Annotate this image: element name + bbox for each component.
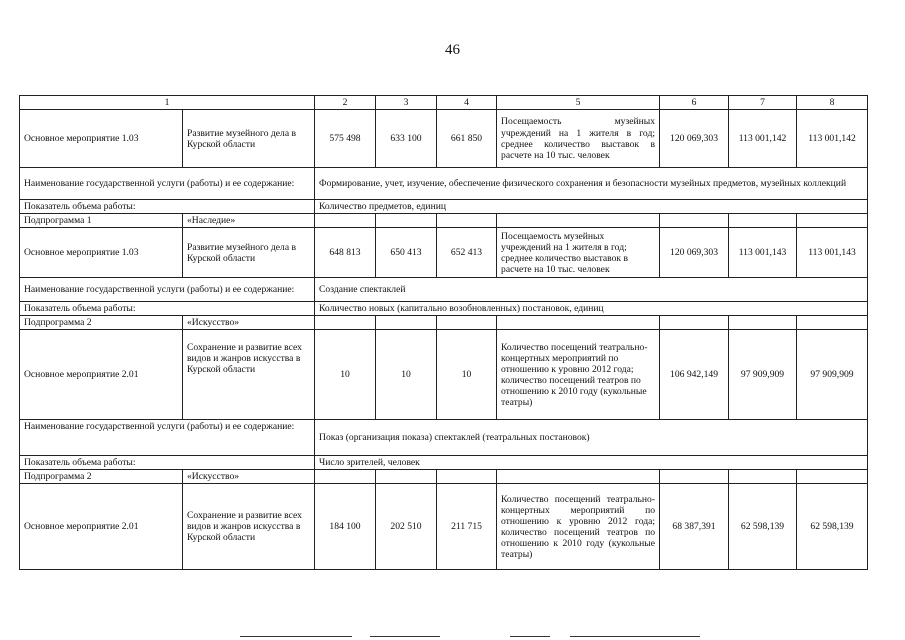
- value-cell: 650 413: [376, 228, 437, 278]
- amount-cell: 113 001,142: [729, 110, 797, 168]
- event-name: Основное мероприятие 1.03: [20, 110, 183, 168]
- header-cell: 4: [437, 96, 497, 110]
- table-row: [20, 278, 868, 302]
- volume-value: Количество предметов, единиц: [315, 200, 868, 214]
- header-cell: 1: [20, 96, 315, 110]
- service-value: Показ (организация показа) спектаклей (театральных постановок): [315, 420, 868, 456]
- volume-value: Число зрителей, человек: [315, 456, 868, 470]
- value-cell: 661 850: [437, 110, 497, 168]
- table-row: [20, 110, 868, 168]
- header-cell: 5: [497, 96, 660, 110]
- value-cell: 10: [437, 330, 497, 420]
- value-cell: 202 510: [376, 484, 437, 570]
- volume-label: Показатель объема работы:: [20, 302, 315, 316]
- service-value: Создание спектаклей: [315, 278, 868, 302]
- table-row: [20, 200, 868, 214]
- table-row: [20, 228, 868, 278]
- indicator-cell: Количество посещений театрально-концертных мероприятий по отношению к уровню 2012 года; количество посещений театров по отношению к 2010 году (кукольные театры): [497, 330, 660, 420]
- amount-cell: 97 909,909: [797, 330, 868, 420]
- event-description: Развитие музейного дела в Курской области: [183, 110, 315, 168]
- table-row: [20, 330, 868, 420]
- amount-cell: 120 069,303: [660, 228, 729, 278]
- value-cell: 10: [376, 330, 437, 420]
- scan-edge-lines: [0, 633, 905, 640]
- table-row: [20, 214, 868, 228]
- budget-table: [19, 95, 868, 570]
- amount-cell: 120 069,303: [660, 110, 729, 168]
- subprogram-label: Подпрограмма 2: [20, 470, 183, 484]
- amount-cell: 97 909,909: [729, 330, 797, 420]
- event-name: Основное мероприятие 2.01: [20, 330, 183, 420]
- subprogram-label: Подпрограмма 2: [20, 316, 183, 330]
- table-row: [20, 316, 868, 330]
- service-value: Формирование, учет, изучение, обеспечение физического сохранения и безопасности музейных предметов, музейных коллекций: [315, 168, 868, 200]
- subprogram-name: «Искусство»: [183, 470, 315, 484]
- value-cell: 184 100: [315, 484, 376, 570]
- header-cell: 7: [729, 96, 797, 110]
- header-cell: 8: [797, 96, 868, 110]
- event-description: Развитие музейного дела в Курской области: [183, 228, 315, 278]
- subprogram-name: «Искусство»: [183, 316, 315, 330]
- value-cell: 211 715: [437, 484, 497, 570]
- amount-cell: 62 598,139: [797, 484, 868, 570]
- value-cell: 648 813: [315, 228, 376, 278]
- value-cell: 633 100: [376, 110, 437, 168]
- value-cell: 652 413: [437, 228, 497, 278]
- amount-cell: 113 001,143: [797, 228, 868, 278]
- event-description: Сохранение и развитие всех видов и жанров искусства в Курской области: [183, 484, 315, 570]
- table-row: [20, 470, 868, 484]
- header-cell: 3: [376, 96, 437, 110]
- subprogram-label: Подпрограмма 1: [20, 214, 183, 228]
- table-row: [20, 484, 868, 570]
- header-cell: 2: [315, 96, 376, 110]
- table-row: [20, 420, 868, 456]
- amount-cell: 113 001,142: [797, 110, 868, 168]
- amount-cell: 106 942,149: [660, 330, 729, 420]
- event-name: Основное мероприятие 1.03: [20, 228, 183, 278]
- page-number: 46: [445, 42, 460, 58]
- amount-cell: 113 001,143: [729, 228, 797, 278]
- header-row: [20, 96, 868, 110]
- amount-cell: 68 387,391: [660, 484, 729, 570]
- indicator-cell: Посещаемость музейных учреждений на 1 жителя в год; среднее количество выставок в расчете на 10 тыс. человек: [497, 228, 660, 278]
- indicator-cell: Количество посещений театрально-концертных мероприятий по отношению к уровню 2012 года; количество посещений театров по отношению к 2010 году (кукольные театры): [497, 484, 660, 570]
- value-cell: 575 498: [315, 110, 376, 168]
- service-label: Наименование государственной услуги (работы) и ее содержание:: [20, 420, 315, 456]
- table-row: [20, 168, 868, 200]
- table-row: [20, 456, 868, 470]
- service-label: Наименование государственной услуги (работы) и ее содержание:: [20, 278, 315, 302]
- amount-cell: 62 598,139: [729, 484, 797, 570]
- volume-value: Количество новых (капитально возобновленных) постановок, единиц: [315, 302, 868, 316]
- event-description: Сохранение и развитие всех видов и жанров искусства в Курской области: [183, 330, 315, 420]
- indicator-cell: Посещаемость музейных учреждений на 1 жителя в год; среднее количество выставок в расчете на 10 тыс. человек: [497, 110, 660, 168]
- subprogram-name: «Наследие»: [183, 214, 315, 228]
- event-name: Основное мероприятие 2.01: [20, 484, 183, 570]
- value-cell: 10: [315, 330, 376, 420]
- volume-label: Показатель объема работы:: [20, 456, 315, 470]
- header-cell: 6: [660, 96, 729, 110]
- service-label: Наименование государственной услуги (работы) и ее содержание:: [20, 168, 315, 200]
- table-row: [20, 302, 868, 316]
- volume-label: Показатель объема работы:: [20, 200, 315, 214]
